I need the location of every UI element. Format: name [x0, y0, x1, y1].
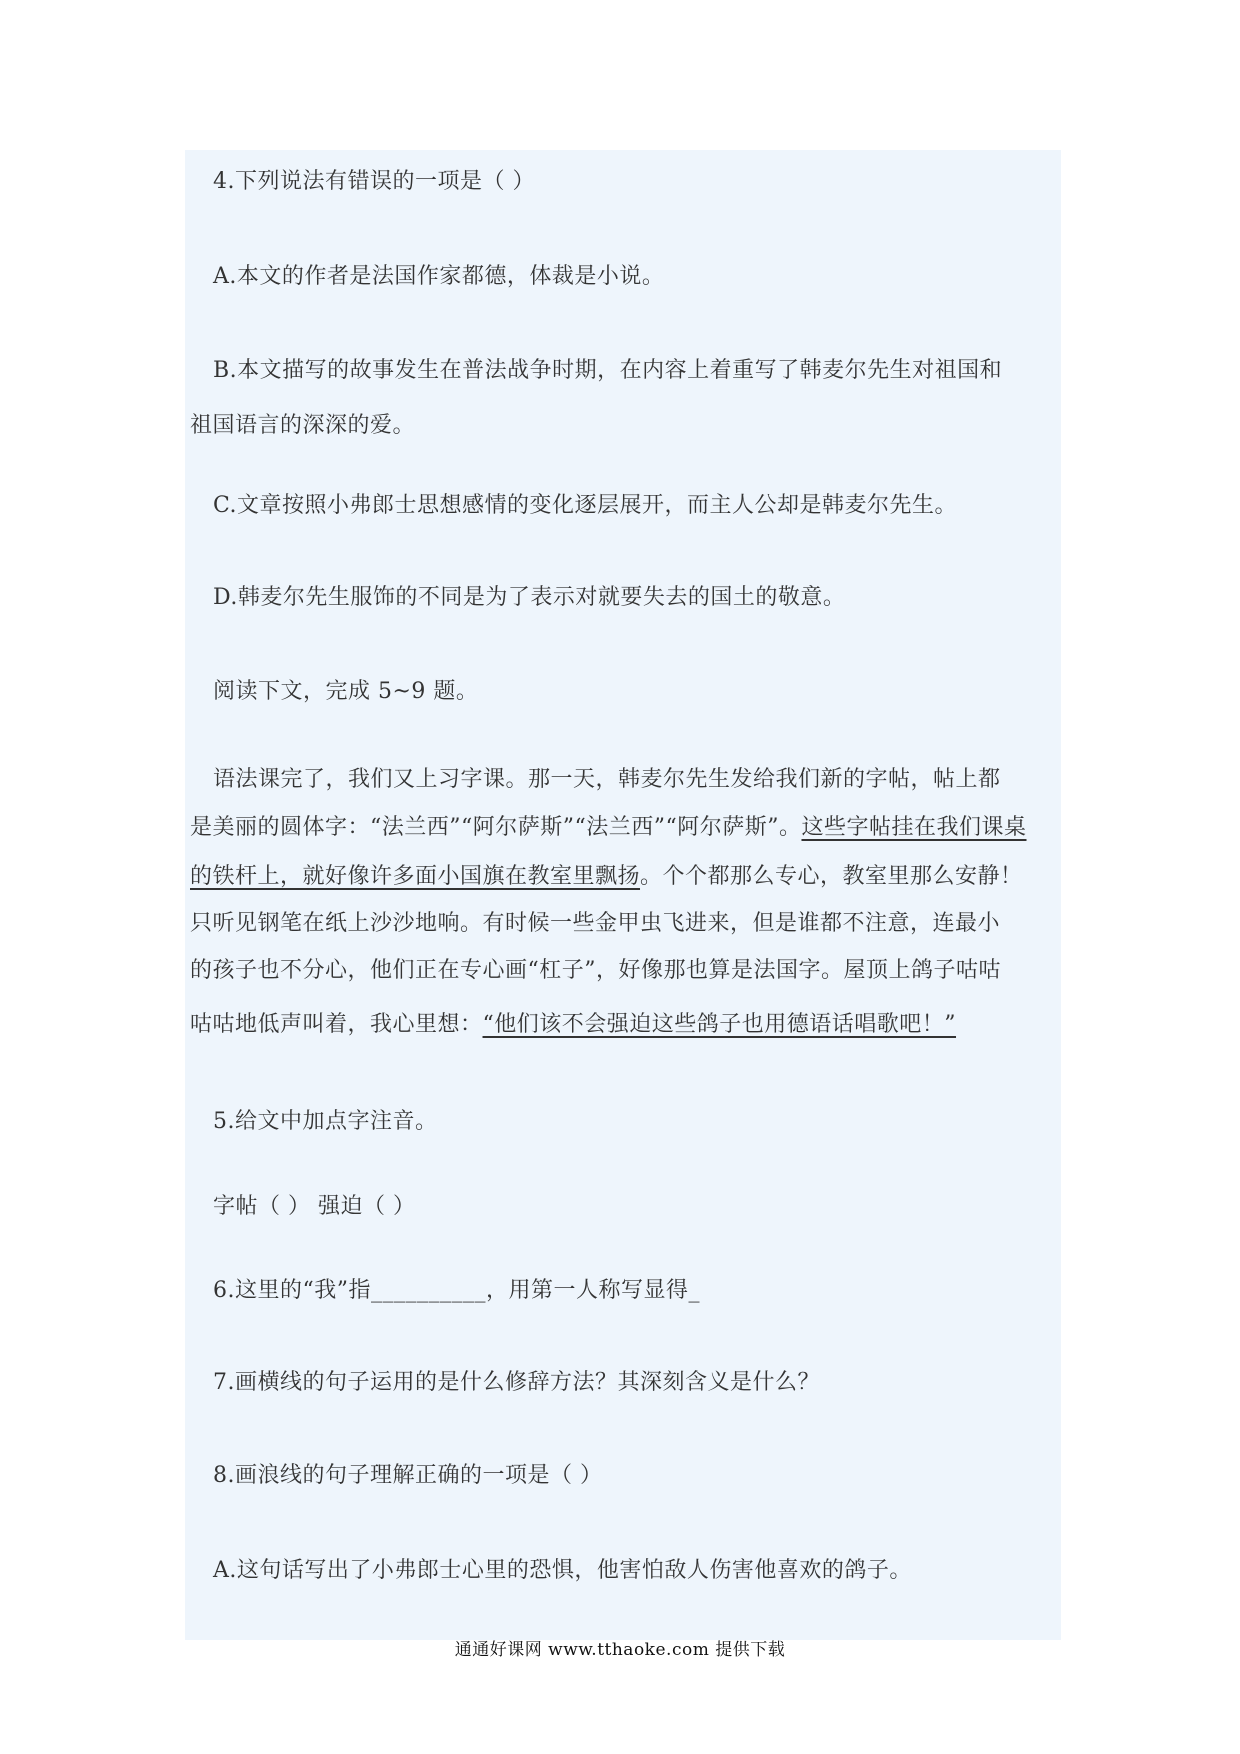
question-5-stem: 5.给文中加点字注音。	[213, 1109, 438, 1134]
question-4-option-d: D.韩麦尔先生服饰的不同是为了表示对就要失去的国土的敬意。	[213, 585, 846, 610]
question-6: 6.这里的“我”指__________，用第一人称写显得_	[213, 1278, 700, 1303]
passage-line-6	[190, 1009, 956, 1041]
passage-line-3	[190, 861, 1023, 893]
question-5-items: 字帖（ ） 强迫（ ）	[213, 1194, 416, 1219]
wavy-line-sentence: “他们该不会强迫这些鸽子也用德语话唱歌吧！”	[482, 1012, 957, 1037]
passage-line-6-text: 咕咕地低声叫着，我心里想：	[190, 1012, 483, 1037]
question-7: 7.画横线的句子运用的是什么修辞方法？其深刻含义是什么？	[213, 1370, 820, 1395]
question-8-option-a: A.这句话写出了小弗郎士心里的恐惧，他害怕敌人伤害他喜欢的鸽子。	[213, 1558, 912, 1583]
passage-line-2-text: 是美丽的圆体字：“法兰西”“阿尔萨斯”“法兰西”“阿尔萨斯”。	[190, 815, 802, 840]
reading-instruction: 阅读下文，完成 5~9 题。	[213, 679, 479, 704]
question-4-option-b-line1: B.本文描写的故事发生在普法战争时期，在内容上着重写了韩麦尔先生对祖国和	[213, 358, 1003, 383]
underlined-sentence-part-1: 这些字帖挂在我们课桌	[801, 815, 1027, 840]
question-4-option-c: C.文章按照小弗郎士思想感情的变化逐层展开，而主人公却是韩麦尔先生。	[213, 493, 958, 518]
passage-line-5: 的孩子也不分心，他们正在专心画“杠子”，好像那也算是法国字。屋顶上鸽子咕咕	[190, 958, 1001, 983]
passage-line-1: 语法课完了，我们又上习字课。那一天，韩麦尔先生发给我们新的字帖，帖上都	[213, 767, 1001, 792]
page-footer: 通通好课网 www.tthaoke.com 提供下载	[454, 1640, 786, 1660]
passage-line-4: 只听见钢笔在纸上沙沙地响。有时候一些金甲虫飞进来，但是谁都不注意，连最小	[190, 911, 1001, 936]
underlined-sentence-part-2: 的铁杆上，就好像许多面小国旗在教室里飘扬	[190, 864, 641, 889]
passage-line-2	[190, 812, 1027, 844]
question-4-stem: 4.下列说法有错误的一项是（ ）	[213, 169, 535, 194]
passage-line-3-text: 。个个都那么专心，教室里那么安静！	[640, 864, 1023, 889]
question-4-option-a: A.本文的作者是法国作家都德，体裁是小说。	[213, 264, 665, 289]
question-4-option-b-line2: 祖国语言的深深的爱。	[190, 413, 416, 438]
question-8-stem: 8.画浪线的句子理解正确的一项是（ ）	[213, 1463, 603, 1488]
